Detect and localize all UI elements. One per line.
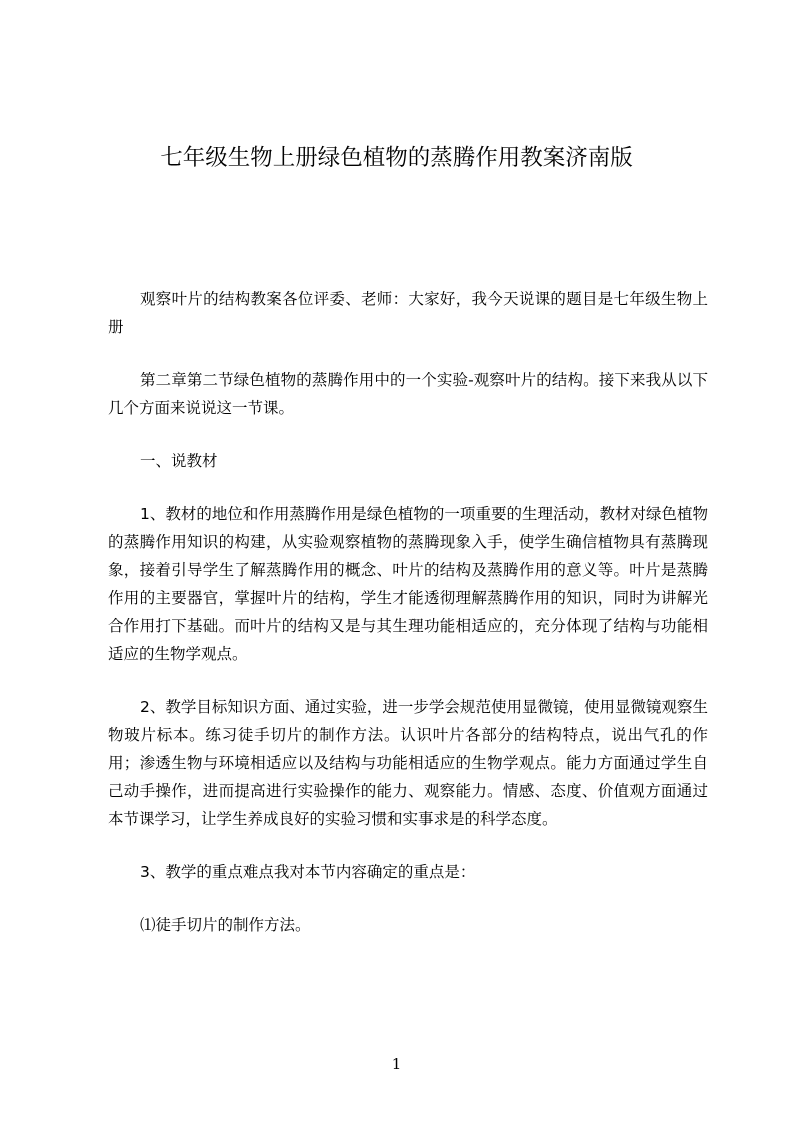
paragraph-chapter: 第二章第二节绿色植物的蒸腾作用中的一个实验-观察叶片的结构。接下来我从以下几个方面来说说这一节课。 [108, 371, 708, 417]
section-heading-textbook: 一、说教材 [140, 452, 218, 470]
document-title: 七年级生物上册绿色植物的蒸腾作用教案济南版 [160, 145, 633, 171]
document-body [108, 285, 708, 964]
paragraph-key-point-1: ⑴徒手切片的制作方法。 [140, 916, 311, 934]
paragraph-teaching-goals: 2、教学目标知识方面、通过实验，进一步学会规范使用显微镜，使用显微镜观察生物玻片标本。练习徒手切片的制作方法。认识叶片各部分的结构特点，说出气孔的作用；渗透生物与环境相适应以及结构与功能相适应的生物学观点。能力方面通过学生自己动手操作，进而提高进行实验操作的能力、观察能力。情感、态度、价值观方面通过本节课学习，让学生养成良好的实验习惯和实事求是的科学态度。 [108, 698, 708, 828]
page-number: 1 [391, 1055, 402, 1073]
paragraph-textbook-role: 1、教材的地位和作用蒸腾作用是绿色植物的一项重要的生理活动，教材对绿色植物的蒸腾作用知识的构建，从实验观察植物的蒸腾现象入手，使学生确信植物具有蒸腾现象，接着引导学生了解蒸腾作用的概念、叶片的结构及蒸腾作用的意义等。叶片是蒸腾作用的主要器官，掌握叶片的结构，学生才能透彻理解蒸腾作用的知识，同时为讲解光合作用打下基础。而叶片的结构又是与其生理功能相适应的，充分体现了结构与功能相适应的生物学观点。 [108, 505, 708, 663]
paragraph-intro: 观察叶片的结构教案各位评委、老师：大家好，我今天说课的题目是七年级生物上册 [108, 290, 708, 336]
paragraph-key-points: 3、教学的重点难点我对本节内容确定的重点是： [140, 863, 476, 881]
